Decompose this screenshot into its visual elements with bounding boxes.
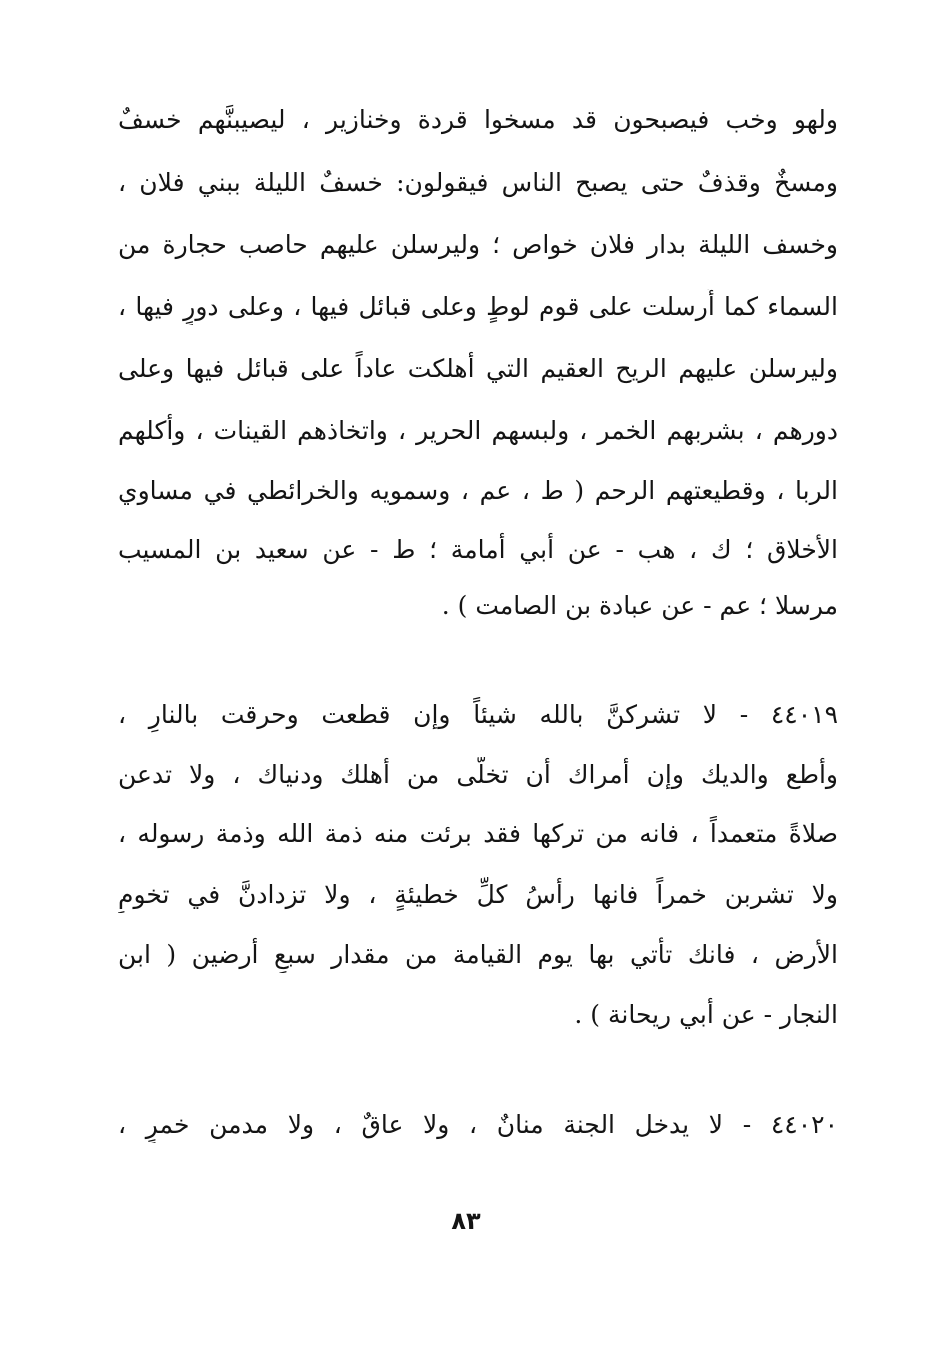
text-line: النجار - عن أبي ريحانة ) .: [574, 1000, 838, 1029]
text-line: السماء كما أُرسلت على قوم لوطٍ وعلى قبائل فيها ، وعلى دورٍ فيها ،: [118, 292, 838, 321]
text-line: مرسلا ؛ عم - عن عبادة بن الصامت ) .: [441, 591, 838, 620]
text-line: دورهم ، بشربهم الخمر ، ولبسهم الحرير ، واتخاذهم القينات ، وأكلهم: [118, 416, 838, 445]
text-line: الأخلاق ؛ ك ، هب - عن أبي أمامة ؛ ط - عن سعيد بن المسيب: [118, 535, 838, 564]
text-line: ٤٤٠١٩ - لا تشركنَّ بالله شيئاً وإن قطعت وحرقت بالنارِ ،: [118, 700, 838, 729]
text-line: الربا ، وقطيعتهم الرحم ( ط ، عم ، وسمويه والخرائطي في مساوي: [118, 476, 838, 505]
text-line: وخسف الليلة بدار فلان خواص ؛ وليرسلن عليهم حاصب حجارة من: [118, 230, 838, 259]
text-line: صلاةً متعمداً ، فانه من تركها فقد برئت منه ذمة الله وذمة رسوله ،: [118, 819, 838, 848]
text-line: وأطع والديك وإن أمراك أن تخلَّى من أهلك ودنياك ، ولا تدعن: [118, 760, 838, 789]
text-line: وليرسلن عليهم الريح العقيم التي أهلكت عاداً على قبائل فيها وعلى: [118, 354, 838, 383]
text-line: ومسخٌ وقذفٌ حتى يصبح الناس فيقولون: خسفٌ الليلة ببني فلان ،: [118, 168, 838, 197]
text-line: ٤٤٠٢٠ - لا يدخل الجنة منانٌ ، ولا عاقٌ ، ولا مدمن خمرٍ ،: [118, 1110, 838, 1139]
text-line: ولا تشربن خمراً فانها رأسُ كلِّ خطيئةٍ ، ولا تزدادنَّ في تخومِ: [118, 880, 838, 909]
text-line: الأرض ، فانك تأتي بها يوم القيامة من مقدار سبعِ أرضين ( ابن: [118, 940, 838, 969]
page-number: ٨٣: [451, 1207, 481, 1235]
text-line: ولهو وخب فيصبحون قد مسخوا قردة وخنازير ، ليصيبنَّهم خسفٌ: [118, 105, 838, 134]
